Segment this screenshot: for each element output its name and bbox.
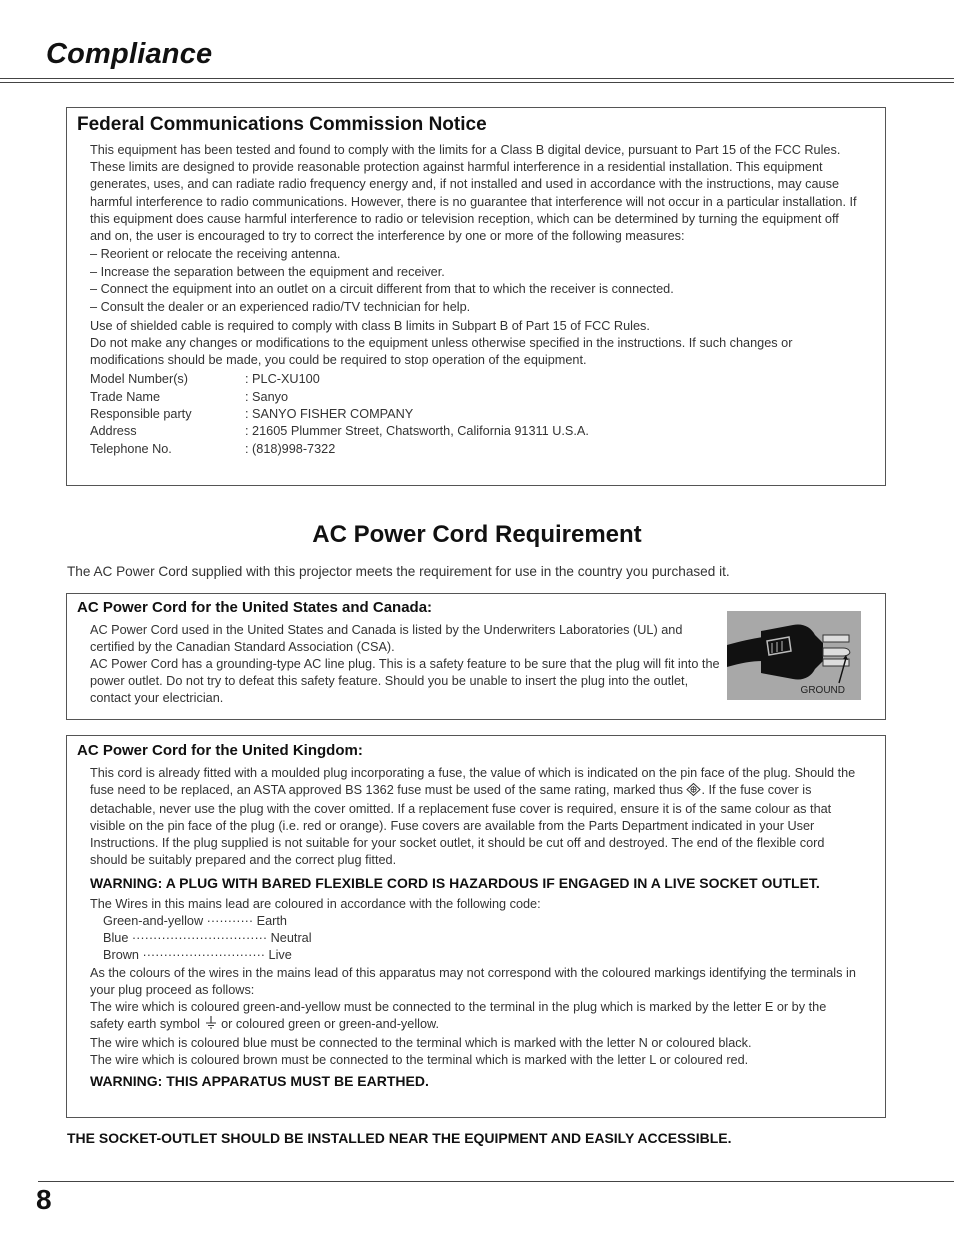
detail-value: : PLC-XU100 — [245, 372, 320, 387]
page-title: Compliance — [46, 38, 213, 70]
us-canada-box — [66, 593, 886, 720]
uk-colours-note: As the colours of the wires in the mains lead of this apparatus may not correspond with the coloured markings identifying the terminals in your plug proceed as follows: — [90, 965, 856, 997]
uk-green-b: or coloured green or green-and-yellow. — [221, 1016, 440, 1031]
uk-heading: AC Power Cord for the United Kingdom: — [77, 742, 363, 759]
detail-value: : (818)998-7322 — [245, 442, 336, 457]
ac-intro: The AC Power Cord supplied with this projector meets the requirement for use in the country you purchased it. — [67, 564, 730, 579]
us-heading: AC Power Cord for the United States and Canada: — [77, 599, 433, 616]
ac-section-title: AC Power Cord Requirement — [312, 521, 642, 548]
list-item: – Connect the equipment into an outlet on a circuit different from that to which the receiver is connected. — [90, 282, 674, 297]
detail-value: : SANYO FISHER COMPANY — [245, 406, 414, 421]
detail-row — [90, 406, 861, 423]
uk-green-yellow-paragraph — [90, 999, 861, 1035]
uk-blue-paragraph: The wire which is coloured blue must be connected to the terminal which is marked with the letter N or coloured black. — [90, 1035, 752, 1050]
us-para-1: AC Power Cord used in the United States and Canada is listed by the Underwriters Laboratories (UL) and certified by the Canadian Standard Association (CSA). — [90, 623, 683, 654]
fcc-notice-box — [66, 107, 886, 486]
us-text — [90, 622, 720, 707]
fcc-heading: Federal Communications Commission Notice — [77, 114, 487, 135]
uk-green-a: The wire which is coloured green-and-yellow must be connected to the terminal in the plug which is marked by the letter E or by the safety earth symbol — [90, 999, 827, 1031]
detail-value: : 21605 Plummer Street, Chatsworth, California 91311 U.S.A. — [245, 424, 589, 439]
fcc-intro: This equipment has been tested and found to comply with the limits for a Class B digital device, pursuant to Part 15 of the FCC Rules. These limits are designed to provide reasonable protection against harmful interference in a residential installation. This equipment generates, uses, and can radiate radio frequency energy and, if not installed and used in accordance with the instructions, may cause harmful interference to radio communications. However, there is no guarantee that interference will not occur in a particular installation. If this equipment does cause harmful interference to radio or television reception, which can be determined by turning the equipment off and on, the user is encouraged to try to correct the interference by one or more of the following measures: — [90, 143, 857, 244]
detail-label: Trade Name — [90, 389, 161, 404]
detail-row — [90, 423, 861, 440]
list-item: – Consult the dealer or an experienced radio/TV technician for help. — [90, 300, 471, 314]
list-item: – Increase the separation between the equipment and receiver. — [90, 264, 445, 279]
fcc-details — [90, 371, 861, 458]
fcc-measures-list — [90, 246, 861, 316]
uk-para-1a: This cord is already fitted with a moulded plug incorporating a fuse, the value of which is indicated on the pin face of the plug. Should the fuse need to be replaced, an ASTA approved BS 1362 fuse must be used of the same rating, marked thus — [90, 766, 856, 798]
header-rule — [0, 78, 954, 79]
uk-box — [66, 735, 886, 1118]
page-number: 8 — [36, 1184, 52, 1215]
uk-wires-intro: The Wires in this mains lead are coloured in accordance with the following code: — [90, 896, 541, 911]
us-para-2: AC Power Cord has a grounding-type AC line plug. This is a safety feature to be sure that the plug will fit into the power outlet. Do not try to defeat this safety feature. Should you be unable to insert the plug into the outlet, contact your electrician. — [90, 657, 720, 705]
list-item: – Reorient or relocate the receiving antenna. — [90, 247, 341, 262]
detail-row — [90, 441, 861, 458]
detail-label: Address — [90, 424, 137, 439]
uk-brown-paragraph: The wire which is coloured brown must be connected to the terminal which is marked with the letter L or coloured red. — [90, 1053, 749, 1068]
detail-row — [90, 371, 861, 388]
list-item: Brown ····························· Live — [103, 948, 292, 963]
fcc-shielded-cable: Use of shielded cable is required to comply with class B limits in Subpart B of Part 15 of FCC Rules. — [90, 318, 650, 333]
list-item: Green-and-yellow ··········· Earth — [103, 913, 287, 928]
asta-mark-icon — [686, 783, 701, 801]
detail-label: Telephone No. — [90, 442, 172, 457]
earth-symbol-icon — [204, 1016, 218, 1035]
footer-rule — [38, 1181, 954, 1182]
detail-label: Responsible party — [90, 406, 192, 421]
uk-bared-cord-warning: WARNING: A PLUG WITH BARED FLEXIBLE CORD IS HAZARDOUS IF ENGAGED IN A LIVE SOCKET OUTLET. — [90, 874, 820, 891]
uk-text — [90, 765, 861, 1091]
header-rule-secondary — [0, 82, 954, 83]
uk-para-1b: . If the fuse cover is detachable, never use the plug with the cover omitted. If a replacement fuse cover is required, ensure it is of the same colour as that visible on the pin face of the plug (i.e. red or orange). Fuse covers are available from the Parts Department indicated in your User Instructions. If the plug supplied is not suitable for your socket outlet, it should be cut off and destroyed. The end of the flexible cord should be suitably prepared and the correct plug fitted. — [90, 783, 832, 868]
detail-row — [90, 389, 861, 406]
list-item: Blue ································ Neutral — [103, 930, 312, 945]
detail-label: Model Number(s) — [90, 372, 188, 387]
uk-earthed-warning: WARNING: THIS APPARATUS MUST BE EARTHED. — [90, 1073, 429, 1090]
socket-outlet-warning: THE SOCKET-OUTLET SHOULD BE INSTALLED NEAR THE EQUIPMENT AND EASILY ACCESSIBLE. — [67, 1130, 732, 1146]
ground-label: GROUND — [800, 685, 845, 696]
detail-value: : Sanyo — [245, 389, 289, 404]
wire-colour-codes — [90, 913, 861, 965]
grounding-plug-illustration — [727, 611, 861, 700]
fcc-modifications: Do not make any changes or modifications to the equipment unless otherwise specified in the instructions. If such changes or modifications should be made, you could be required to stop operation of the equipment. — [90, 335, 793, 367]
uk-fuse-paragraph — [90, 765, 861, 870]
